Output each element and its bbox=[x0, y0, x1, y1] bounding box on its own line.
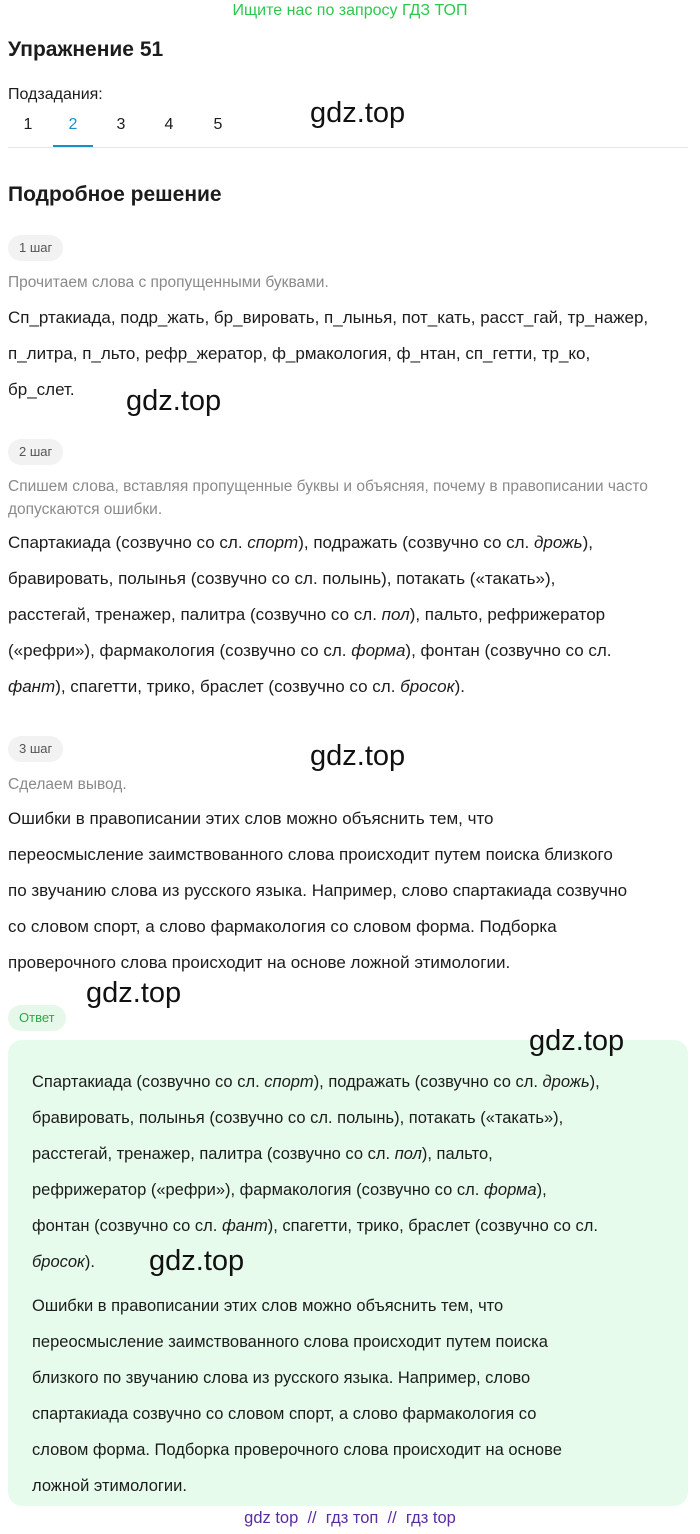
answer-line: переосмысление заимствованного слова происходит путем поиска bbox=[32, 1333, 548, 1351]
step-3-line: по звучанию слова из русского языка. Например, слово спартакиада созвучно bbox=[8, 881, 628, 900]
solution-title: Подробное решение bbox=[8, 183, 222, 206]
step-1-text bbox=[8, 300, 692, 408]
answer-line: рефрижератор («рефри»), фармакология (созвучно со сл. форма), bbox=[32, 1181, 547, 1199]
subtask-tab-1[interactable]: 1 bbox=[23, 116, 33, 133]
watermark: gdz.top bbox=[529, 1025, 625, 1057]
step-3-line: переосмысление заимствованного слова происходит путем поиска близкого bbox=[8, 845, 613, 864]
subtask-tab-3[interactable]: 3 bbox=[116, 116, 126, 133]
step-2-note: Спишем слова, вставляя пропущенные буквы и объясняя, почему в правописании часто допускаются ошибки. bbox=[8, 478, 648, 518]
step-1-badge: 1 шаг bbox=[8, 235, 63, 261]
step-1-line: п_литра, п_льто, рефр_жератор, ф_рмакология, ф_нтан, сп_гетти, тр_ко, bbox=[8, 344, 591, 363]
answer-line: Ошибки в правописании этих слов можно объяснить тем, что bbox=[32, 1297, 504, 1315]
step-3-text bbox=[8, 801, 692, 981]
answer-line: бросок). bbox=[32, 1253, 95, 1271]
step-3-badge: 3 шаг bbox=[8, 736, 63, 762]
answer-line: бравировать, полынья (созвучно со сл. полынь), потакать («такать»), bbox=[32, 1109, 564, 1127]
watermark: gdz.top bbox=[149, 1245, 245, 1277]
watermark: gdz.top bbox=[126, 385, 222, 417]
step-2-line: бравировать, полынья (созвучно со сл. полынь), потакать («такать»), bbox=[8, 569, 556, 588]
exercise-title: Упражнение 51 bbox=[8, 38, 164, 61]
answer-box bbox=[8, 1040, 688, 1506]
answer-line: спартакиада созвучно со словом спорт, а слово фармакология со bbox=[32, 1405, 537, 1423]
subtask-tab-5[interactable]: 5 bbox=[213, 116, 223, 133]
answer-badge: Ответ bbox=[8, 1005, 66, 1031]
subtasks-label: Подзадания: bbox=[8, 86, 103, 103]
subtask-tab-2[interactable]: 2 bbox=[53, 116, 93, 147]
answer-line: близкого по звучанию слова из русского языка. Например, слово bbox=[32, 1369, 531, 1387]
subtask-tab-4[interactable]: 4 bbox=[164, 116, 174, 133]
step-1-note: Прочитаем слова с пропущенными буквами. bbox=[8, 274, 329, 291]
search-banner: Ищите нас по запросу ГДЗ ТОП bbox=[232, 2, 468, 19]
answer-line: фонтан (созвучно со сл. фант), спагетти, трико, браслет (созвучно со сл. bbox=[32, 1217, 598, 1235]
step-2-badge: 2 шаг bbox=[8, 439, 63, 465]
step-2-line: («рефри»), фармакология (созвучно со сл. форма), фонтан (созвучно со сл. bbox=[8, 641, 612, 660]
watermark: gdz.top bbox=[310, 740, 406, 772]
step-3-note: Сделаем вывод. bbox=[8, 776, 127, 793]
answer-line: ложной этимологии. bbox=[32, 1477, 187, 1495]
step-1-line: Сп_ртакиада, подр_жать, бр_вировать, п_лынья, пот_кать, расст_гай, тр_нажер, bbox=[8, 308, 649, 327]
step-2-text bbox=[8, 525, 692, 705]
footer-links[interactable]: gdz top // гдз топ // гдз top bbox=[244, 1509, 456, 1527]
step-3-line: со словом спорт, а слово фармакология со словом форма. Подборка bbox=[8, 917, 557, 936]
step-2-line: расстегай, тренажер, палитра (созвучно со сл. пол), пальто, рефрижератор bbox=[8, 605, 606, 624]
watermark: gdz.top bbox=[86, 977, 182, 1009]
answer-line: Спартакиада (созвучно со сл. спорт), подражать (созвучно со сл. дрожь), bbox=[32, 1073, 600, 1091]
watermark: gdz.top bbox=[310, 97, 406, 129]
answer-paragraph-2 bbox=[32, 1288, 672, 1504]
step-1-line: бр_слет. bbox=[8, 380, 75, 399]
step-2-line: фант), спагетти, трико, браслет (созвучно со сл. бросок). bbox=[8, 677, 465, 696]
step-3-line: проверочного слова происходит на основе ложной этимологии. bbox=[8, 953, 511, 972]
answer-line: словом форма. Подборка проверочного слова происходит на основе bbox=[32, 1441, 562, 1459]
answer-paragraph-1 bbox=[32, 1064, 672, 1280]
answer-line: расстегай, тренажер, палитра (созвучно со сл. пол), пальто, bbox=[32, 1145, 493, 1163]
step-2-line: Спартакиада (созвучно со сл. спорт), подражать (созвучно со сл. дрожь), bbox=[8, 533, 593, 552]
step-3-line: Ошибки в правописании этих слов можно объяснить тем, что bbox=[8, 809, 494, 828]
